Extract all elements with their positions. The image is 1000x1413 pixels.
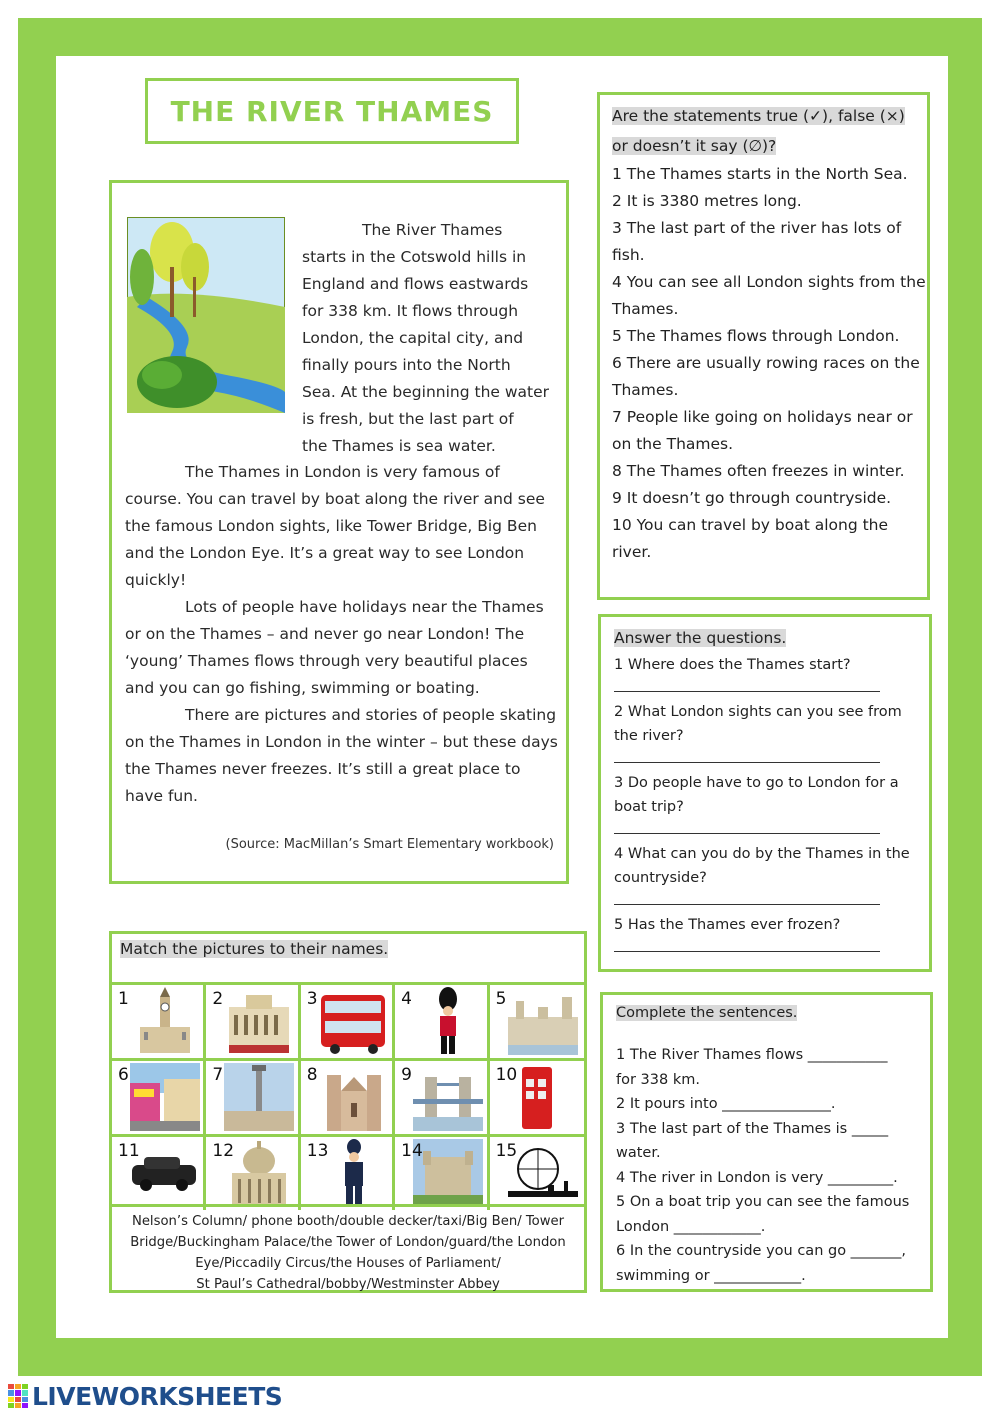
complete-sentences-box xyxy=(600,992,933,1292)
picture-cell[interactable] xyxy=(301,1137,395,1210)
intro-line: starts in the Cotswold hills in xyxy=(302,248,527,266)
heading-line: or doesn’t it say (∅)? xyxy=(612,137,777,155)
nelsons-column-icon xyxy=(224,1063,294,1131)
sentence-line: 5 On a boat trip you can see the famous xyxy=(616,1194,910,1210)
match-pictures-box xyxy=(109,931,587,1293)
intro-line: London, the capital city, and xyxy=(302,329,524,347)
picture-number: 11 xyxy=(118,1141,140,1161)
picture-cell[interactable] xyxy=(206,1137,300,1210)
statement-item[interactable]: 2 It is 3380 metres long. xyxy=(612,192,802,210)
sentence-line[interactable]: 2 It pours into _______________. xyxy=(616,1096,836,1112)
picture-number: 10 xyxy=(495,1065,518,1085)
river-landscape-image xyxy=(127,217,285,413)
sentence-line[interactable]: 6 In the countryside you can go _______, xyxy=(616,1243,907,1259)
picture-cell[interactable] xyxy=(395,1137,489,1210)
intro-line: the Thames is sea water. xyxy=(302,437,496,455)
tower-of-london-icon xyxy=(413,1139,483,1207)
picture-grid xyxy=(112,982,584,1210)
statement-item[interactable]: 3 The last part of the river has lots of fish. xyxy=(612,219,902,264)
picture-cell[interactable] xyxy=(490,1061,584,1134)
match-heading xyxy=(120,938,388,960)
picture-cell[interactable] xyxy=(395,1061,489,1134)
answer-questions-box xyxy=(598,614,932,972)
picture-number: 1 xyxy=(118,989,129,1009)
question-text: 4 What can you do by the Thames in the countryside? xyxy=(614,846,910,886)
picture-number: 15 xyxy=(495,1141,518,1161)
sentence-line[interactable]: 1 The River Thames flows ___________ xyxy=(616,1047,888,1063)
question-text: 1 Where does the Thames start? xyxy=(614,657,851,673)
picture-cell[interactable] xyxy=(206,985,300,1058)
phone-booth-icon xyxy=(508,1063,578,1131)
intro-line: The River Thames xyxy=(362,221,503,239)
title-box xyxy=(145,78,519,144)
reading-box xyxy=(109,180,569,884)
answer-line[interactable] xyxy=(614,937,880,952)
picture-number: 3 xyxy=(306,989,318,1009)
sentence-list xyxy=(616,1043,926,1288)
sentence-line: for 338 km. xyxy=(616,1071,700,1088)
tower-bridge-icon xyxy=(413,1063,483,1131)
names-list xyxy=(112,1204,584,1295)
intro-line: finally pours into the North xyxy=(302,356,511,374)
picture-number: 4 xyxy=(401,989,412,1009)
picture-cell[interactable] xyxy=(301,985,395,1058)
statement-item[interactable]: 9 It doesn’t go through countryside. xyxy=(612,489,892,507)
answer-line[interactable] xyxy=(614,677,880,692)
logo-text: LIVEWORKSHEETS xyxy=(32,1381,283,1411)
names-line: St Paul’s Cathedral/bobby/Westminster Abbey xyxy=(196,1277,500,1292)
reading-paragraph: The Thames in London is very famous of course. You can travel by boat along the river and see the famous London sights, like Tower Bridge, Big Ben and the London Eye. It’s a great way to see London quickly! xyxy=(125,463,545,589)
names-line: Eye/Piccadily Circus/the Houses of Parliament/ xyxy=(195,1256,501,1271)
picture-number: 6 xyxy=(118,1065,129,1085)
statement-item[interactable]: 1 The Thames starts in the North Sea. xyxy=(612,165,908,183)
picture-row xyxy=(112,1134,584,1210)
picture-number: 5 xyxy=(495,989,507,1009)
logo-grid-icon xyxy=(8,1384,28,1408)
picture-number: 14 xyxy=(401,1141,423,1161)
intro-line: is fresh, but the last part of xyxy=(302,410,514,428)
guard-icon xyxy=(413,987,483,1055)
page-title: THE RIVER THAMES xyxy=(170,94,494,128)
answer-questions-heading xyxy=(614,627,786,649)
question-text: 5 Has the Thames ever frozen? xyxy=(614,917,841,933)
statement-item[interactable]: 4 You can see all London sights from the Thames. xyxy=(612,273,926,318)
intro-paragraph xyxy=(302,217,560,460)
intro-line: for 338 km. It flows through xyxy=(302,302,519,320)
heading-text: Match the pictures to their names. xyxy=(120,940,389,958)
picture-number: 13 xyxy=(306,1141,329,1161)
picture-number: 9 xyxy=(401,1065,412,1085)
picture-cell[interactable] xyxy=(301,1061,395,1134)
picture-number: 12 xyxy=(212,1141,235,1161)
complete-sentences-heading xyxy=(616,1005,797,1021)
question-text: 2 What London sights can you see from the river? xyxy=(614,704,902,744)
sentence-line: water. xyxy=(616,1145,661,1161)
picture-cell[interactable] xyxy=(112,1137,206,1210)
houses-of-parliament-icon xyxy=(508,987,578,1055)
picture-cell[interactable] xyxy=(395,985,489,1058)
heading-line: Are the statements true (✓), false (×) xyxy=(612,107,905,125)
statement-item[interactable]: 10 You can travel by boat along the river. xyxy=(612,516,889,561)
picture-row xyxy=(112,982,584,1058)
big-ben-icon xyxy=(130,987,200,1055)
true-false-list xyxy=(612,161,926,566)
reading-paragraph: Lots of people have holidays near the Thames or on the Thames – and never go near London! The ‘young’ Thames flows through very beautiful places and you can go fishing, swimming or boating. xyxy=(125,598,544,697)
statement-item[interactable]: 7 People like going on holidays near or on the Thames. xyxy=(612,408,913,453)
intro-line: Sea. At the beginning the water xyxy=(302,383,550,401)
picture-cell[interactable] xyxy=(112,1061,206,1134)
liveworksheets-logo[interactable] xyxy=(8,1381,282,1411)
picture-cell[interactable] xyxy=(490,985,584,1058)
sentence-line[interactable]: 3 The last part of the Thames is _____ xyxy=(616,1120,889,1137)
intro-line: England and flows eastwards xyxy=(302,275,529,293)
westminster-abbey-icon xyxy=(319,1063,389,1131)
london-eye-icon xyxy=(508,1139,578,1207)
source-citation: (Source: MacMillan’s Smart Elementary workbook) xyxy=(225,837,554,852)
names-line: Bridge/Buckingham Palace/the Tower of London/guard/the London xyxy=(130,1235,566,1250)
piccadilly-circus-icon xyxy=(130,1063,200,1131)
statement-item[interactable]: 6 There are usually rowing races on the Thames. xyxy=(612,354,920,399)
answer-line[interactable] xyxy=(614,819,880,834)
statement-item[interactable]: 8 The Thames often freezes in winter. xyxy=(612,462,905,480)
reading-paragraphs xyxy=(125,459,561,810)
st-pauls-cathedral-icon xyxy=(224,1139,294,1207)
sentence-line[interactable]: 4 The river in London is very _________. xyxy=(616,1169,898,1186)
buckingham-palace-icon xyxy=(224,987,294,1055)
picture-cell[interactable] xyxy=(206,1061,300,1134)
picture-number: 2 xyxy=(212,989,224,1009)
question-text: 3 Do people have to go to London for a boat trip? xyxy=(614,775,899,815)
picture-row xyxy=(112,1058,584,1134)
picture-number: 8 xyxy=(306,1065,318,1085)
taxi-icon xyxy=(130,1139,200,1207)
heading-text: Complete the sentences. xyxy=(616,1005,798,1021)
sentence-line[interactable]: swimming or ____________. xyxy=(616,1267,806,1284)
double-decker-icon xyxy=(319,987,389,1055)
statement-item[interactable]: 5 The Thames flows through London. xyxy=(612,327,900,345)
sentence-line[interactable]: London ____________. xyxy=(616,1218,766,1235)
answer-line[interactable] xyxy=(614,748,880,763)
picture-number: 7 xyxy=(212,1065,224,1085)
answer-line[interactable] xyxy=(614,890,880,905)
bobby-icon xyxy=(319,1139,389,1207)
names-line: Nelson’s Column/ phone booth/double decker/taxi/Big Ben/ Tower xyxy=(131,1214,565,1229)
true-false-box xyxy=(597,92,930,600)
picture-cell[interactable] xyxy=(112,985,206,1058)
reading-paragraph: There are pictures and stories of people skating on the Thames in London in the winter – but these days the Thames never freezes. It’s still a great place to have fun. xyxy=(125,706,558,805)
question-list xyxy=(614,653,924,960)
picture-cell[interactable] xyxy=(490,1137,584,1210)
true-false-heading xyxy=(612,101,922,161)
heading-text: Answer the questions. xyxy=(614,629,787,647)
